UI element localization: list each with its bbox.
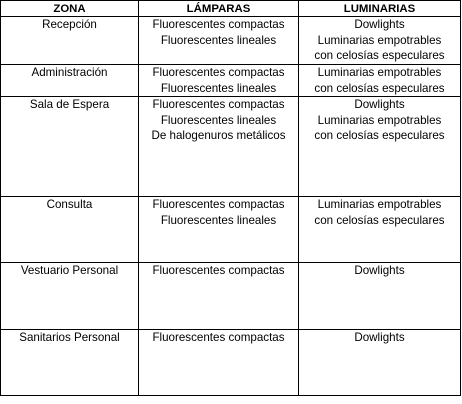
lampara-item: Fluorescentes compactas	[152, 98, 285, 111]
header-zona: ZONA	[1, 1, 139, 17]
zona-cell	[1, 97, 139, 197]
luminaria-item: con celosías especulares	[314, 81, 445, 95]
lampara-item: Fluorescentes lineales	[160, 113, 277, 127]
luminaria-item: Dowlights	[354, 18, 405, 31]
lamparas-cell	[139, 263, 299, 330]
header-row	[1, 1, 461, 17]
luminaria-item: Luminarias empotrables	[317, 66, 442, 79]
table-row	[1, 97, 461, 197]
luminaria-item: Luminarias empotrables	[317, 113, 442, 127]
zona-name: Administración	[31, 66, 108, 79]
header-luminarias: LUMINARIAS	[299, 1, 461, 17]
lamparas-cell	[139, 330, 299, 396]
table-row	[1, 197, 461, 263]
zona-cell	[1, 330, 139, 396]
zona-cell	[1, 17, 139, 65]
luminarias-cell	[299, 197, 461, 263]
luminaria-item: con celosías especulares	[314, 49, 445, 62]
lamparas-cell	[139, 17, 299, 65]
lampara-item: Fluorescentes lineales	[160, 33, 277, 47]
table-row	[1, 65, 461, 97]
luminarias-cell	[299, 263, 461, 330]
lamparas-cell	[139, 97, 299, 197]
header-lamparas: LÁMPARAS	[139, 1, 299, 17]
luminaria-item: con celosías especulares	[314, 213, 445, 227]
luminarias-cell	[299, 97, 461, 197]
zona-name: Vestuario Personal	[20, 264, 119, 277]
zona-name: Consulta	[46, 198, 93, 211]
table-row	[1, 330, 461, 396]
lampara-item: Fluorescentes lineales	[160, 81, 277, 95]
luminaria-item: con celosías especulares	[314, 129, 445, 142]
table-row	[1, 17, 461, 65]
luminaria-item: Dowlights	[354, 331, 405, 344]
lampara-item: Fluorescentes compactas	[152, 66, 285, 79]
zona-cell	[1, 197, 139, 263]
lampara-item: Fluorescentes compactas	[152, 331, 285, 344]
luminarias-cell	[299, 330, 461, 396]
lamparas-cell	[139, 65, 299, 97]
table-row	[1, 263, 461, 330]
lampara-item: De halogenuros metálicos	[151, 129, 286, 142]
zona-name: Recepción	[42, 18, 97, 31]
luminarias-cell	[299, 65, 461, 97]
lampara-item: Fluorescentes lineales	[160, 213, 277, 227]
lampara-item: Fluorescentes compactas	[152, 18, 285, 31]
zona-cell	[1, 263, 139, 330]
zona-name: Sala de Espera	[29, 98, 110, 111]
luminaria-item: Dowlights	[354, 98, 405, 111]
zona-cell	[1, 65, 139, 97]
lampara-item: Fluorescentes compactas	[152, 198, 285, 211]
luminarias-cell	[299, 17, 461, 65]
lamparas-cell	[139, 197, 299, 263]
luminaria-item: Dowlights	[354, 264, 405, 277]
zona-name: Sanitarios Personal	[19, 331, 120, 344]
lampara-item: Fluorescentes compactas	[152, 264, 285, 277]
luminaria-item: Luminarias empotrables	[317, 198, 442, 211]
luminaria-item: Luminarias empotrables	[317, 33, 442, 47]
